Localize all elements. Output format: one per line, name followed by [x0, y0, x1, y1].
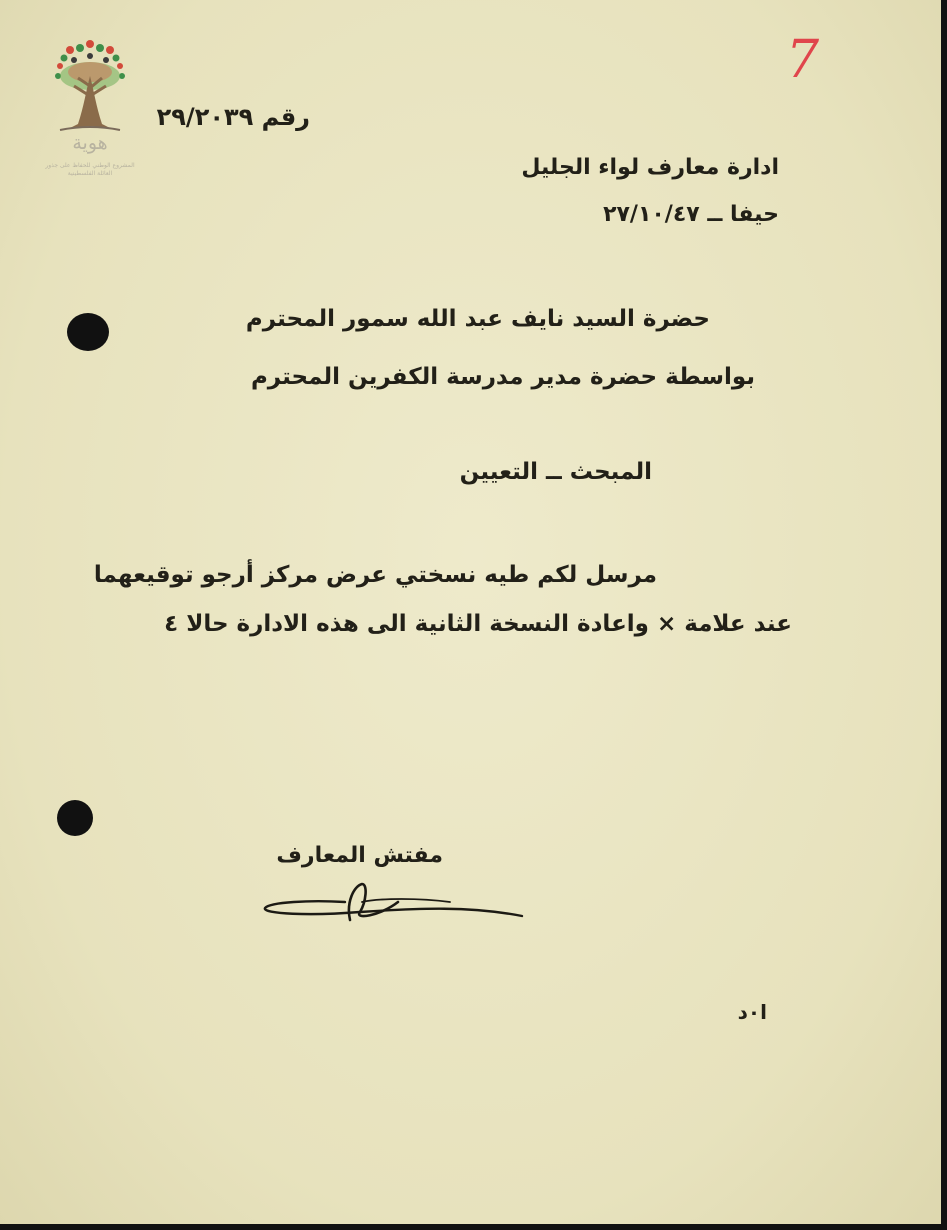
scan-edge-bottom: [0, 1224, 947, 1230]
logo-tagline: المشروع الوطني للحفاظ على جذور العائلة الفلسطينية: [45, 162, 135, 177]
typist-initials: ا٠د: [737, 1000, 767, 1024]
via-line: بواسطة حضرة مدير مدرسة الكفرين المحترم: [250, 364, 755, 390]
subject-line: المبحث ــ التعيين: [459, 459, 652, 485]
family-tree-icon: [40, 36, 140, 136]
archive-logo: [40, 36, 140, 196]
page-number-annotation: 7: [786, 30, 820, 90]
punch-hole-top: [67, 313, 109, 351]
place-and-date: حيفا ــ ٢٧/١٠/٤٧: [603, 202, 779, 227]
addressee: حضرة السيد نايف عبد الله سمور المحترم: [245, 306, 710, 332]
logo-brand-text: هوية: [72, 132, 108, 154]
handwritten-signature: [250, 872, 540, 932]
signatory-title: مفتش المعارف: [276, 843, 443, 868]
scan-edge-right: [941, 0, 947, 1230]
sender-office: ادارة معارف لواء الجليل: [521, 155, 779, 180]
body-line-2: عند علامة × واعادة النسخة الثانية الى هذه الادارة حالا ٤: [164, 611, 792, 637]
reference-number: رقم ٢٩/٢٠٣٩: [156, 103, 310, 131]
body-line-1: مرسل لكم طيه نسختي عرض مركز أرجو توقيعهما: [93, 562, 657, 588]
punch-hole-bottom: [57, 800, 93, 836]
